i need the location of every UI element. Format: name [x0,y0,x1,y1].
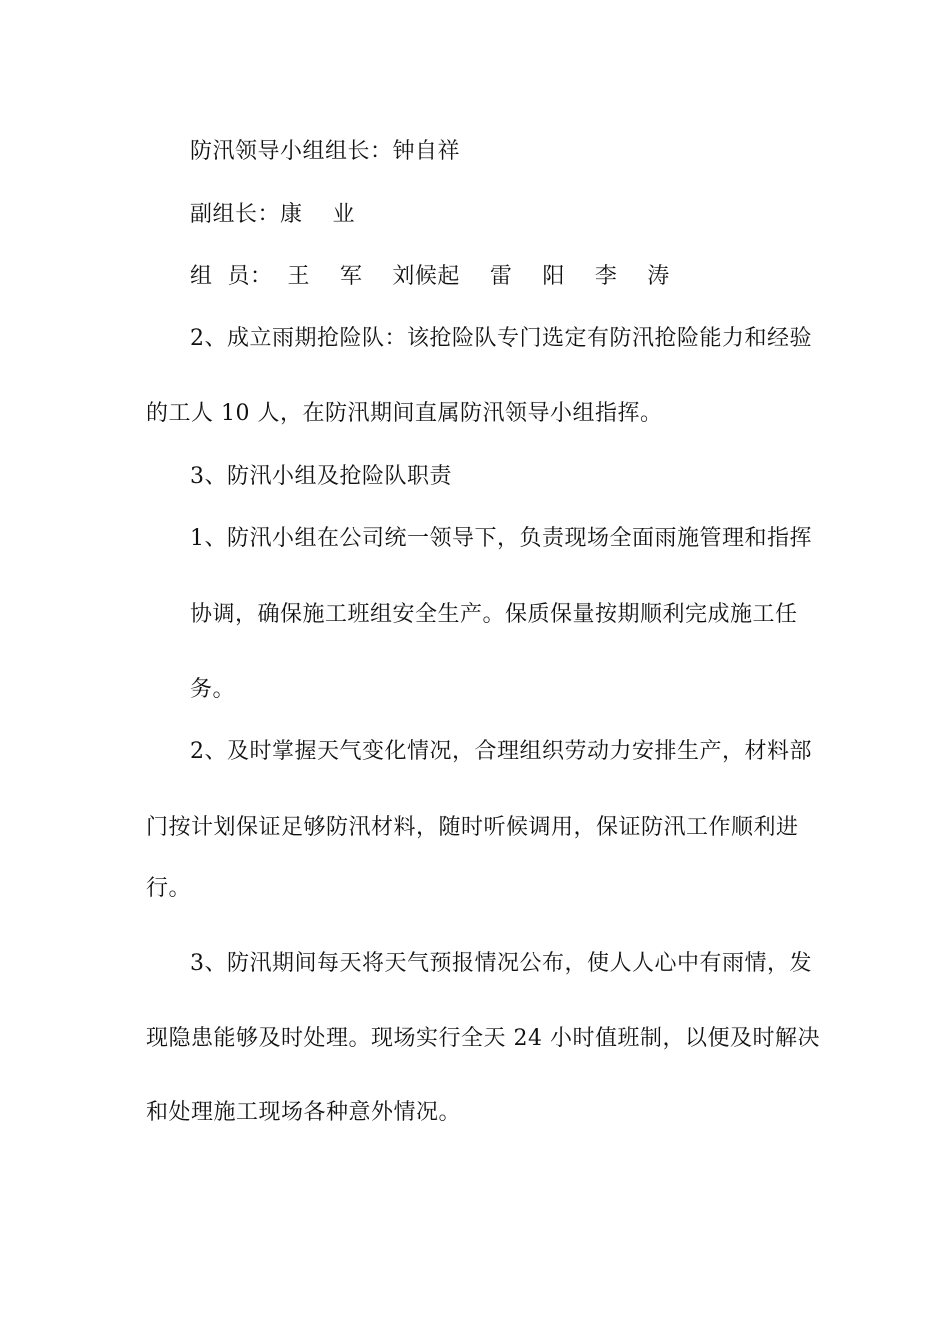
section-3-heading: 3、防汛小组及抢险队职责 [190,464,452,489]
item-1-line-1: 1、防汛小组在公司统一领导下，负责现场全面雨施管理和指挥 [190,526,812,551]
paragraph-2-line-2: 的工人 10 人，在防汛期间直属防汛领导小组指挥。 [146,401,663,426]
item-1-line-2: 协调，确保施工班组安全生产。保质保量按期顺利完成施工任 [190,602,798,627]
item-2-line-1: 2、及时掌握天气变化情况，合理组织劳动力安排生产，材料部 [190,739,812,764]
item-3-line-2: 现隐患能够及时处理。现场实行全天 24 小时值班制，以便及时解决 [146,1026,820,1051]
item-1-line-3: 务。 [190,677,236,702]
deputy-leader-line: 副组长：康 业 [190,202,355,227]
paragraph-2-line-1: 2、成立雨期抢险队：该抢险队专门选定有防汛抢险能力和经验 [190,326,812,351]
members-line: 组 员： 王 军 刘候起 雷 阳 李 涛 [190,264,670,289]
leader-line: 防汛领导小组组长：钟自祥 [190,139,461,164]
item-2-line-3: 行。 [146,876,192,901]
item-3-line-1: 3、防汛期间每天将天气预报情况公布，使人人心中有雨情，发 [190,951,812,976]
item-3-line-3: 和处理施工现场各种意外情况。 [146,1100,462,1125]
item-2-line-2: 门按计划保证足够防汛材料，随时听候调用，保证防汛工作顺利进 [146,815,799,840]
